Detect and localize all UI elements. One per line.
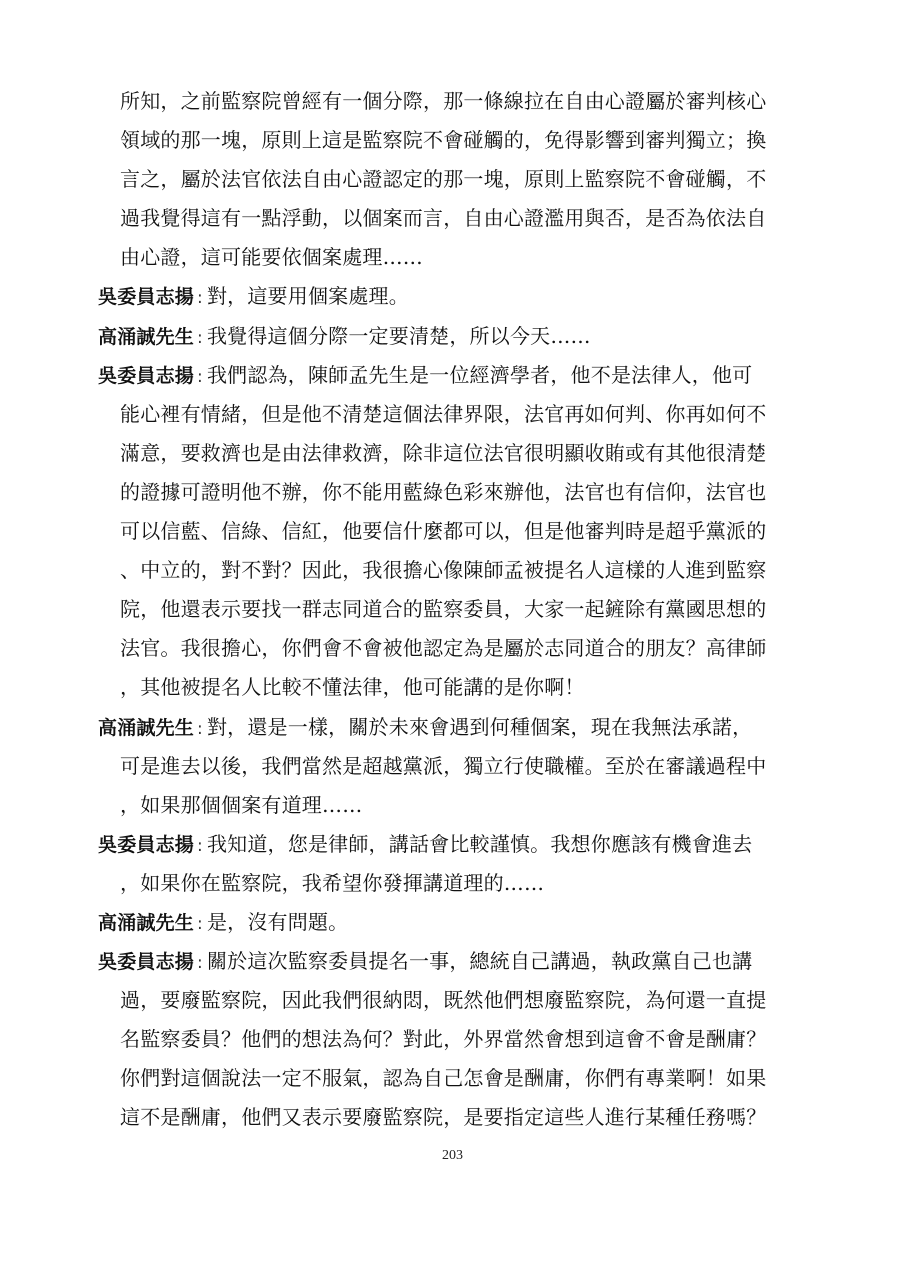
speaker-turn bbox=[98, 825, 810, 903]
speaker-name: 高涌誠先生 bbox=[98, 716, 195, 739]
speech-line: 能心裡有情緒，但是他不清楚這個法律界限，法官再如何判、你再如何不 bbox=[120, 401, 767, 426]
speech-line: 名監察委員？他們的想法為何？對此，外界當然會想到這會不會是酬庸？ bbox=[120, 1027, 767, 1052]
speaker-separator: : bbox=[197, 835, 203, 856]
page-number: 203 bbox=[442, 1148, 463, 1163]
speech-text: 我覺得這個分際一定要清楚，所以今天…… bbox=[206, 323, 591, 348]
speech-line: 過我覺得這有一點浮動，以個案而言，自由心證濫用與否，是否為依法自 bbox=[120, 206, 767, 231]
speaker-line bbox=[98, 903, 810, 942]
speech-line: 法官。我很擔心，你們會不會被他認定為是屬於志同道合的朋友？高律師 bbox=[120, 636, 767, 661]
speaker-separator: : bbox=[197, 718, 203, 739]
speaker-name: 吳委員志揚 bbox=[98, 951, 195, 974]
speech-line: 由心證，這可能要依個案處理…… bbox=[120, 245, 423, 270]
speaker-turn bbox=[98, 277, 810, 316]
speaker-turn bbox=[98, 903, 810, 942]
speech-line: 過，要廢監察院，因此我們很納悶，既然他們想廢監察院，為何還一直提 bbox=[120, 988, 767, 1013]
speaker-line bbox=[98, 942, 810, 981]
speech-text: 是，沒有問題。 bbox=[206, 909, 349, 934]
speaker-turn bbox=[98, 942, 810, 1137]
speech-text: 我們認為，陳師孟先生是一位經濟學者，他不是法律人，他可 bbox=[206, 362, 753, 387]
speaker-name: 吳委員志揚 bbox=[98, 833, 195, 856]
speaker-line bbox=[98, 356, 810, 395]
speaker-line bbox=[98, 317, 810, 356]
speaker-name: 吳委員志揚 bbox=[98, 286, 195, 309]
speaker-separator: : bbox=[197, 288, 203, 309]
speech-line: 可以信藍、信綠、信紅，他要信什麼都可以，但是他審判時是超乎黨派的 bbox=[120, 519, 767, 544]
speaker-line bbox=[98, 708, 810, 747]
transcript-body bbox=[98, 82, 810, 1138]
speech-line: 你們對這個說法一定不服氣，認為自己怎會是酬庸，你們有專業啊！如果 bbox=[120, 1066, 767, 1091]
speech-line: 的證據可證明他不辦，你不能用藍綠色彩來辦他，法官也有信仰，法官也 bbox=[120, 479, 767, 504]
speaker-separator: : bbox=[197, 913, 203, 934]
speech-text: 我知道，您是律師，講話會比較謹慎。我想你應該有機會進去 bbox=[206, 831, 753, 856]
speech-line: 這不是酬庸，他們又表示要廢監察院，是要指定這些人進行某種任務嗎？ bbox=[120, 1105, 767, 1130]
speaker-separator: : bbox=[197, 327, 203, 348]
speech-text: 關於這次監察委員提名一事，總統自己講過，執政黨自己也講 bbox=[206, 949, 753, 974]
speaker-line bbox=[98, 825, 810, 864]
speaker-name: 吳委員志揚 bbox=[98, 364, 195, 387]
speech-line: 領域的那一塊，原則上這是監察院不會碰觸的，免得影響到審判獨立；換 bbox=[120, 128, 767, 153]
speaker-line bbox=[98, 277, 810, 316]
speech-line: 、中立的，對不對？因此，我很擔心像陳師孟被提名人這樣的人進到監察 bbox=[120, 558, 767, 583]
speaker-turn bbox=[98, 708, 810, 825]
speech-line: ，其他被提名人比較不懂法律，他可能講的是你啊！ bbox=[120, 675, 585, 700]
speech-line: 院，他還表示要找一群志同道合的監察委員，大家一起鏟除有黨國思想的 bbox=[120, 597, 767, 622]
speaker-separator: : bbox=[197, 366, 203, 387]
speech-line: ，如果你在監察院，我希望你發揮講道理的…… bbox=[120, 870, 545, 895]
speech-line: 滿意，要救濟也是由法律救濟，除非這位法官很明顯收賄或有其他很清楚 bbox=[120, 440, 767, 465]
speech-line: 可是進去以後，我們當然是超越黨派，獨立行使職權。至於在審議過程中 bbox=[120, 753, 767, 778]
speech-text: 對，還是一樣，關於未來會遇到何種個案，現在我無法承諾， bbox=[206, 714, 753, 739]
continued-paragraph bbox=[98, 82, 810, 277]
speaker-name: 高涌誠先生 bbox=[98, 325, 195, 348]
speech-line: 所知，之前監察院曾經有一個分際，那一條線拉在自由心證屬於審判核心 bbox=[120, 89, 767, 113]
speaker-turn bbox=[98, 317, 810, 356]
speaker-name: 高涌誠先生 bbox=[98, 911, 195, 934]
speech-line: ，如果那個個案有道理…… bbox=[120, 792, 363, 817]
speaker-separator: : bbox=[197, 953, 203, 974]
speech-text: 對，這要用個案處理。 bbox=[206, 284, 409, 309]
speech-line: 言之，屬於法官依法自由心證認定的那一塊，原則上監察院不會碰觸，不 bbox=[120, 167, 767, 192]
speaker-turn bbox=[98, 356, 810, 708]
